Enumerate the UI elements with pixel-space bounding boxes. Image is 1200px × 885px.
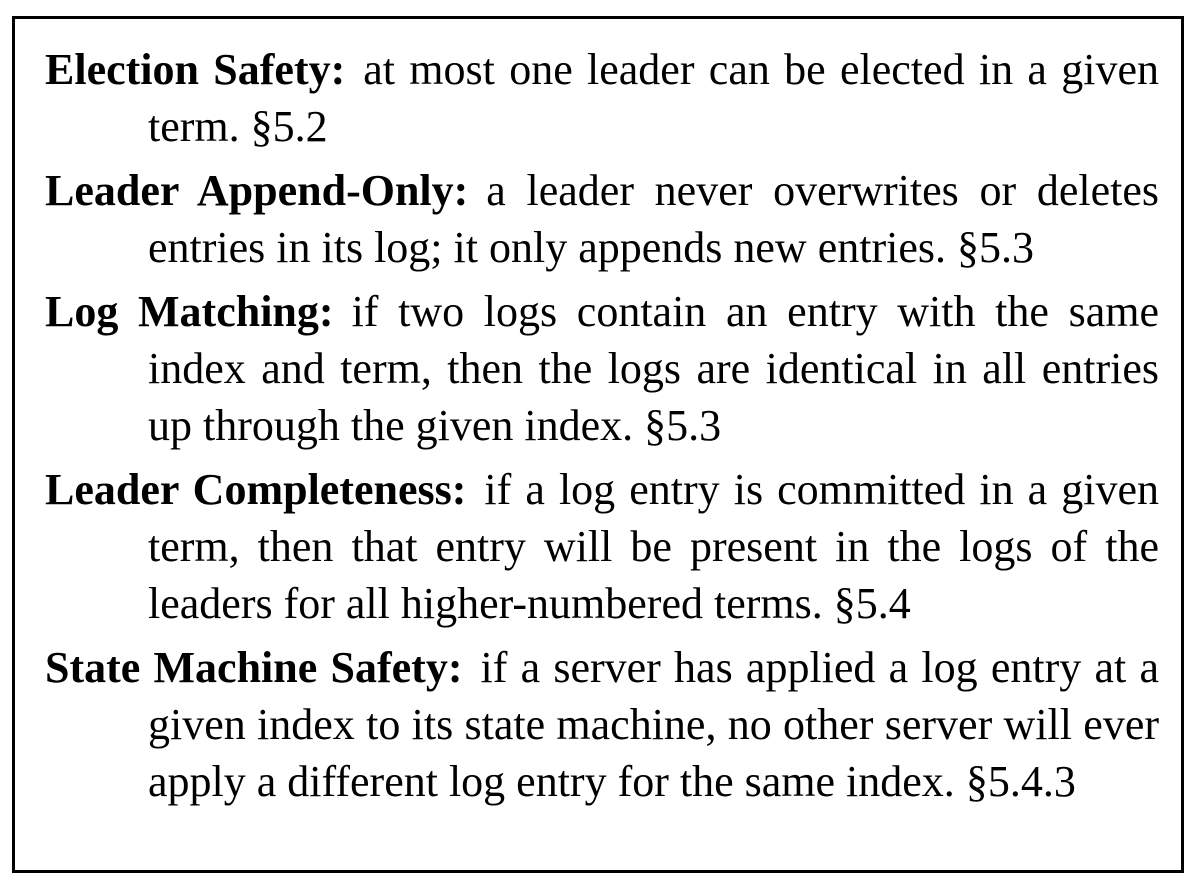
property-text: if two logs contain an entry with the same index and term, then the logs are identical in all entries up through the given index.: [148, 287, 1159, 450]
property-list: [45, 41, 1159, 810]
property-name: Leader Append-Only:: [45, 166, 469, 215]
property-leader-append-only: [45, 162, 1159, 276]
section-ref: §5.2: [250, 102, 328, 151]
property-text: a leader never overwrites or deletes entries in its log; it only appends new entries.: [148, 166, 1159, 272]
properties-box: [12, 16, 1184, 873]
property-name: Log Matching:: [45, 287, 334, 336]
property-name: Leader Completeness:: [45, 465, 467, 514]
section-ref: §5.3: [644, 401, 722, 450]
property-log-matching: [45, 283, 1159, 454]
property-election-safety: [45, 41, 1159, 155]
section-ref: §5.4.3: [965, 757, 1076, 806]
property-state-machine-safety: [45, 639, 1159, 810]
section-ref: §5.4: [833, 579, 911, 628]
property-text: if a log entry is committed in a given term, then that entry will be present in the logs of the leaders for all higher-numbered terms.: [148, 465, 1160, 628]
property-text: if a server has applied a log entry at a given index to its state machine, no other server will ever apply a different log entry for the same index.: [148, 643, 1159, 806]
property-name: Election Safety:: [45, 45, 346, 94]
section-ref: §5.3: [956, 223, 1034, 272]
property-leader-completeness: [45, 461, 1159, 632]
property-name: State Machine Safety:: [45, 643, 463, 692]
property-text: at most one leader can be elected in a given term.: [148, 45, 1160, 151]
